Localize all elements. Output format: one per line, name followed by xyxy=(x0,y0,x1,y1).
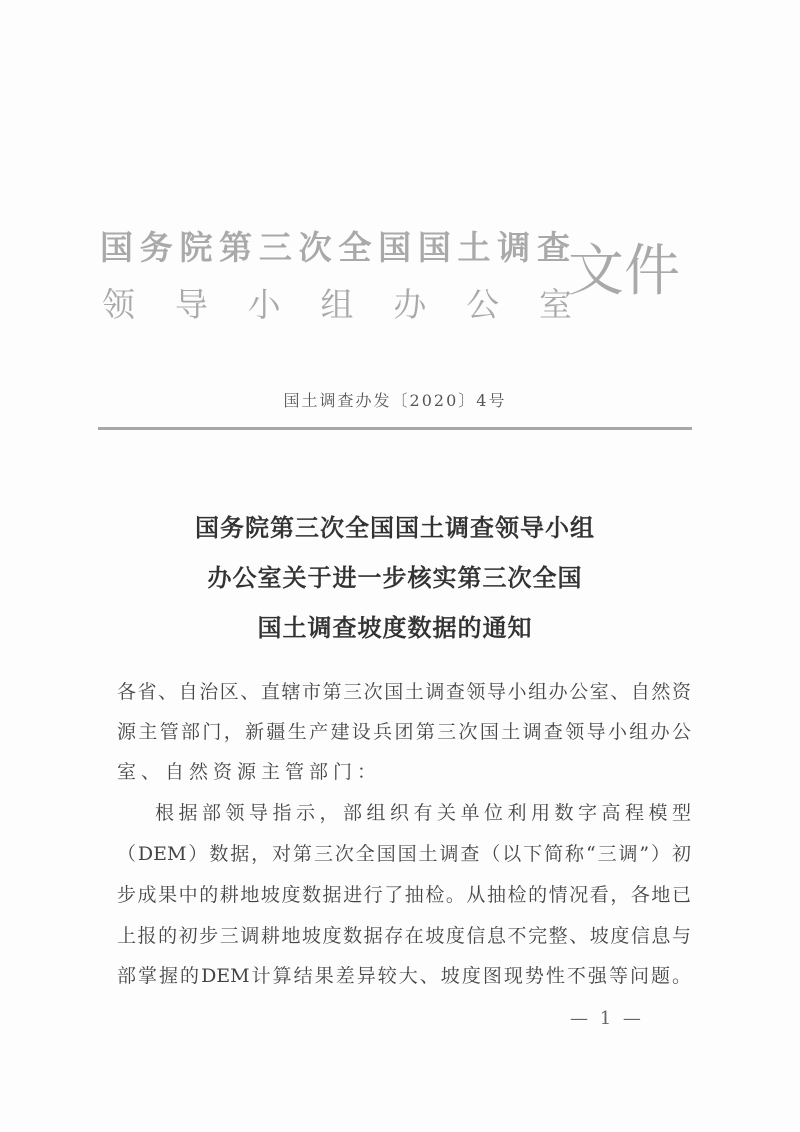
header-divider xyxy=(98,427,692,430)
body-line: 部掌握的DEM计算结果差异较大、坡度图现势性不强等问题。 xyxy=(117,965,691,987)
page-number: — 1 — xyxy=(570,1008,644,1029)
body-line: 根据部领导指示，部组织有关单位利用数字高程模型 xyxy=(155,802,691,824)
document-number: 国土调查办发〔2020〕4号 xyxy=(283,391,507,410)
title-line: 国务院第三次全国国土调查领导小组 xyxy=(195,513,595,542)
addressee-line: 源主管部门，新疆生产建设兵团第三次国土调查领导小组办公 xyxy=(117,721,691,743)
title-line: 办公室关于进一步核实第三次全国 xyxy=(207,563,583,592)
addressee-line: 各省、自治区、直辖市第三次国土调查领导小组办公室、自然资 xyxy=(117,681,691,703)
body-line: 上报的初步三调耕地坡度数据存在坡度信息不完整、坡度信息与 xyxy=(117,925,691,947)
document-label: 文件 xyxy=(568,239,680,304)
addressee-line: 室、自然资源主管部门： xyxy=(117,761,382,783)
issuing-org-line2: 领导小组办公室 xyxy=(102,285,572,324)
issuing-org-line1: 国务院第三次全国国土调查 xyxy=(100,228,570,267)
title-line: 国土调查坡度数据的通知 xyxy=(257,613,533,642)
body-line: （DEM）数据，对第三次全国国土调查（以下简称“三调”）初 xyxy=(117,843,691,865)
body-line: 步成果中的耕地坡度数据进行了抽检。从抽检的情况看，各地已 xyxy=(117,884,691,906)
